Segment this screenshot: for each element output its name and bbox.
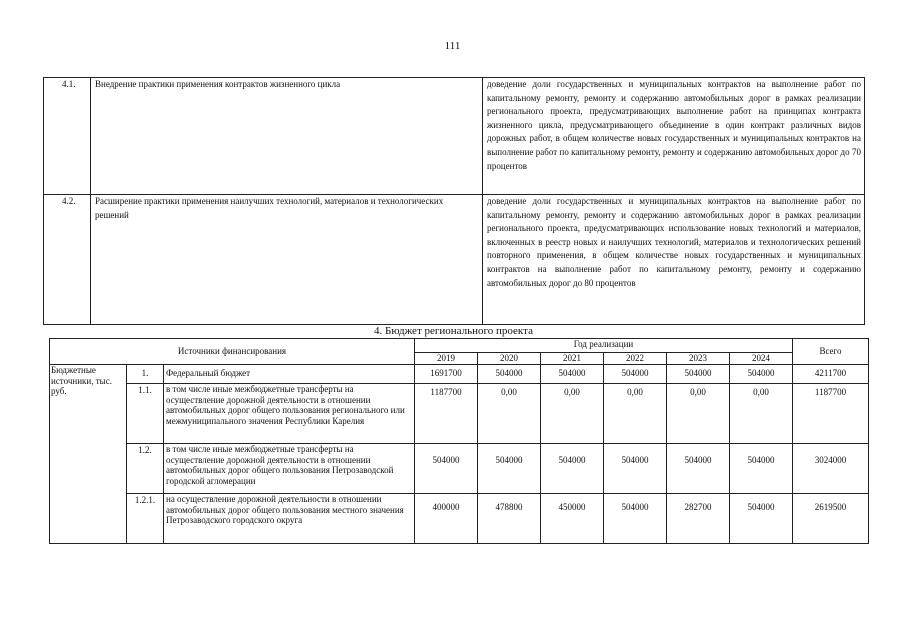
row-value: 504000 xyxy=(478,365,541,384)
table-row xyxy=(44,195,865,325)
task-result: доведение доли государственных и муниципальных контрактов на выполнение работ по капитальному ремонту, ремонту и содержанию автомобильных дорог в рамках реализации регионального проекта, предусматривающих использование новых технологий и материалов, включенных в реестр новых и наилучших технологий, материалов и технологических решений повторного применения, в общем количестве новых государственных и муниципальных контрактов на выполнение работ по капитальному ремонту, ремонту и содержанию автомобильных дорог до 80 процентов xyxy=(483,195,865,325)
sources-header: Источники финансирования xyxy=(50,339,415,365)
row-value: 504000 xyxy=(604,494,667,544)
row-value: 504000 xyxy=(541,365,604,384)
header-row xyxy=(50,339,869,353)
row-value: 504000 xyxy=(730,494,793,544)
year-header: 2024 xyxy=(730,353,793,365)
row-description: в том числе иные межбюджетные трансферты на осуществление дорожной деятельности в отношении автомобильных дорог общего пользования регионального или межмуниципального значения Республики Карелия xyxy=(164,384,415,444)
row-value: 450000 xyxy=(541,494,604,544)
task-number: 4.2. xyxy=(44,195,91,325)
row-total: 4211700 xyxy=(793,365,869,384)
row-level: 1.2. xyxy=(127,444,164,494)
row-level: 1.2.1. xyxy=(127,494,164,544)
row-value: 0,00 xyxy=(541,384,604,444)
source-group: Бюджетные источники, тыс. руб. xyxy=(50,365,127,544)
row-value: 0,00 xyxy=(667,384,730,444)
row-value: 0,00 xyxy=(604,384,667,444)
year-header: 2019 xyxy=(415,353,478,365)
row-value: 478800 xyxy=(478,494,541,544)
task-name: Внедрение практики применения контрактов жизненного цикла xyxy=(91,78,483,195)
row-level: 1.1. xyxy=(127,384,164,444)
table-row xyxy=(50,365,869,384)
row-total: 1187700 xyxy=(793,384,869,444)
budget-table xyxy=(49,338,869,544)
row-value: 1187700 xyxy=(415,384,478,444)
row-value: 504000 xyxy=(667,444,730,494)
row-total: 2619500 xyxy=(793,494,869,544)
table-row xyxy=(50,384,869,444)
row-total: 3024000 xyxy=(793,444,869,494)
row-value: 0,00 xyxy=(730,384,793,444)
tasks-table xyxy=(43,77,865,325)
row-description: Федеральный бюджет xyxy=(164,365,415,384)
table-row xyxy=(44,78,865,195)
row-value: 0,00 xyxy=(478,384,541,444)
row-level: 1. xyxy=(127,365,164,384)
table-row xyxy=(50,494,869,544)
row-value: 282700 xyxy=(667,494,730,544)
task-result: доведение доли государственных и муниципальных контрактов на выполнение работ по капитальному ремонту, ремонту и содержанию автомобильных дорог в рамках реализации регионального проекта, предусматривающих выполнение работ на принципах контракта жизненного цикла, предусматривающего объединение в один контракт различных видов дорожных работ, в общем количестве новых государственных и муниципальных контрактов на выполнение работ по капитальному ремонту, ремонту и содержанию автомобильных дорог до 70 процентов xyxy=(483,78,865,195)
task-number: 4.1. xyxy=(44,78,91,195)
page-number: 111 xyxy=(444,40,461,52)
year-header: 2022 xyxy=(604,353,667,365)
row-value: 504000 xyxy=(730,365,793,384)
row-description: на осуществление дорожной деятельности в отношении автомобильных дорог общего пользования местного значения Петрозаводского городского округа xyxy=(164,494,415,544)
section-title: 4. Бюджет регионального проекта xyxy=(374,325,533,337)
row-value: 400000 xyxy=(415,494,478,544)
row-value: 504000 xyxy=(415,444,478,494)
row-value: 504000 xyxy=(541,444,604,494)
row-description: в том числе иные межбюджетные трансферты на осуществление дорожной деятельности в отношении автомобильных дорог общего пользования Петрозаводской городской агломерации xyxy=(164,444,415,494)
row-value: 504000 xyxy=(604,444,667,494)
year-header: 2021 xyxy=(541,353,604,365)
total-header: Всего xyxy=(793,339,869,365)
year-header: 2023 xyxy=(667,353,730,365)
row-value: 1691700 xyxy=(415,365,478,384)
row-value: 504000 xyxy=(604,365,667,384)
table-row xyxy=(50,444,869,494)
row-value: 504000 xyxy=(730,444,793,494)
row-value: 504000 xyxy=(667,365,730,384)
row-value: 504000 xyxy=(478,444,541,494)
year-header: 2020 xyxy=(478,353,541,365)
years-header: Год реализации xyxy=(415,339,793,353)
task-name: Расширение практики применения наилучших технологий, материалов и технологических решений xyxy=(91,195,483,325)
